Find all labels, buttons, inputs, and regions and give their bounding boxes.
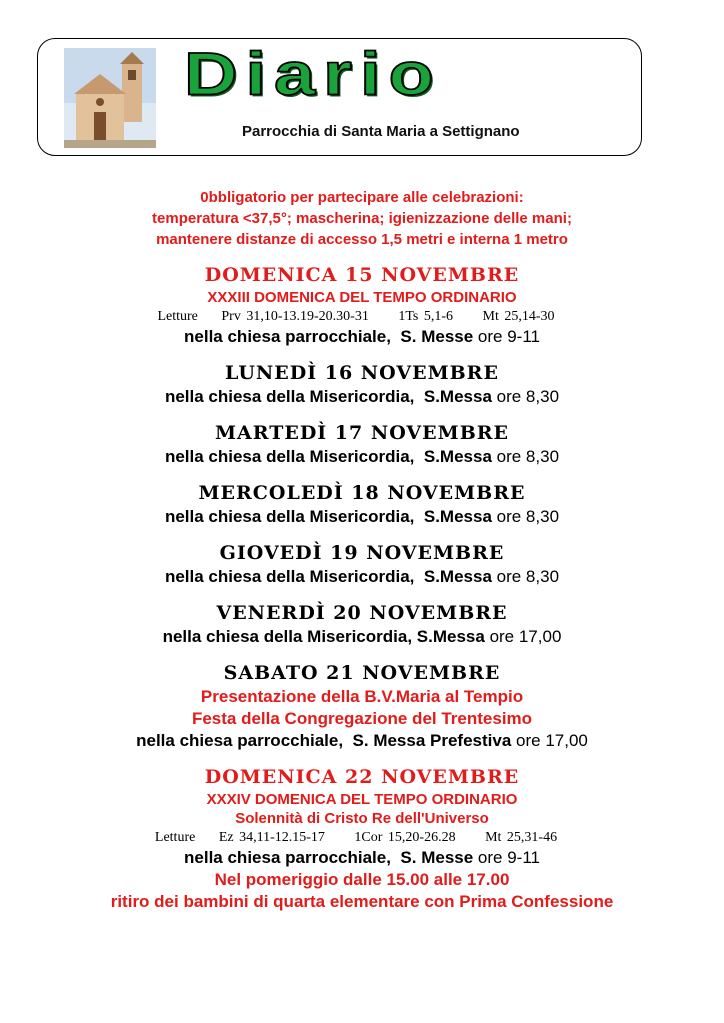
notice-line: 0bbligatorio per partecipare alle celebrazioni:	[200, 189, 524, 206]
mass-line	[0, 446, 724, 468]
day-entry	[0, 600, 724, 648]
retreat-note: ritiro dei bambini di quarta elementare con Prima Confessione	[110, 892, 614, 911]
mass-time: ore 9-11	[477, 327, 540, 346]
mass-type: S. Messe	[400, 327, 474, 346]
schedule	[0, 187, 724, 913]
reading: Ez 34,11-12.15-17	[218, 830, 325, 845]
day-title: VENERDÌ 20 NOVEMBRE	[216, 602, 508, 624]
readings	[0, 828, 724, 847]
mass-place: nella chiesa parrocchiale,	[184, 848, 391, 867]
mass-place: nella chiesa della Misericordia,	[164, 447, 415, 466]
mass-type: S.Messa	[423, 567, 492, 586]
feast-line: Presentazione della B.V.Maria al Tempio	[200, 687, 524, 706]
afternoon-note: Nel pomeriggio dalle 15.00 alle 17.00	[214, 870, 510, 889]
mass-type: S.Messa	[416, 627, 485, 646]
reading: 1Cor 15,20-26.28	[354, 830, 456, 845]
mass-place: nella chiesa parrocchiale,	[184, 327, 391, 346]
day-entry	[0, 360, 724, 408]
mass-type: S.Messa	[423, 447, 492, 466]
day-entry	[0, 262, 724, 348]
mass-type: S. Messa Prefestiva	[352, 731, 512, 750]
mass-line	[0, 847, 724, 869]
day-title: MARTEDÌ 17 NOVEMBRE	[214, 422, 510, 444]
mass-time: ore 9-11	[477, 848, 540, 867]
page-title: Diario	[184, 39, 442, 108]
day-entry	[0, 660, 724, 752]
mass-time: ore 17,00	[516, 731, 588, 750]
day-entry	[0, 540, 724, 588]
mass-line	[0, 730, 724, 752]
readings-label: Letture	[154, 830, 196, 845]
notice-line: mantenere distanze di accesso 1,5 metri e interna 1 metro	[156, 231, 568, 248]
mass-place: nella chiesa parrocchiale,	[136, 731, 344, 750]
day-title: LUNEDÌ 16 NOVEMBRE	[225, 362, 499, 384]
mass-type: S.Messa	[423, 387, 492, 406]
mass-time: ore 8,30	[496, 567, 560, 586]
reading: Prv 31,10-13.19-20.30-31	[221, 309, 369, 324]
day-title: MERCOLEDÌ 18 NOVEMBRE	[198, 482, 526, 504]
readings	[0, 307, 724, 326]
mass-time: ore 8,30	[496, 387, 560, 406]
mass-line	[0, 326, 724, 348]
church-illustration	[64, 48, 156, 148]
readings-label: Letture	[157, 309, 198, 324]
parish-name: Parrocchia di Santa Maria a Settignano	[242, 123, 520, 140]
mass-time: ore 17,00	[489, 627, 562, 646]
mass-time: ore 8,30	[496, 507, 560, 526]
covid-notice	[0, 187, 724, 250]
reading: Mt 25,31-46	[485, 830, 558, 845]
day-entry	[0, 480, 724, 528]
mass-place: nella chiesa della Misericordia,	[164, 507, 415, 526]
mass-place: nella chiesa della Misericordia,	[164, 567, 415, 586]
reading: Mt 25,14-30	[482, 309, 555, 324]
day-entry	[0, 420, 724, 468]
liturgy-title: XXXIII DOMENICA DEL TEMPO ORDINARIO	[207, 289, 517, 306]
mass-time: ore 8,30	[496, 447, 560, 466]
mass-type: S.Messa	[423, 507, 492, 526]
mass-line	[0, 626, 724, 648]
day-title: DOMENICA 15 NOVEMBRE	[204, 264, 520, 286]
header-box	[37, 38, 642, 156]
mass-place: nella chiesa della Misericordia,	[162, 627, 413, 646]
mass-line	[0, 386, 724, 408]
feast-line: Festa della Congregazione del Trentesimo	[191, 709, 533, 728]
day-title: DOMENICA 22 NOVEMBRE	[204, 766, 520, 788]
reading: 1Ts 5,1-6	[398, 309, 454, 324]
mass-line	[0, 506, 724, 528]
mass-type: S. Messe	[400, 848, 474, 867]
liturgy-title: XXXIV DOMENICA DEL TEMPO ORDINARIO	[206, 791, 518, 808]
notice-line: temperatura <37,5°; mascherina; igienizzazione delle mani;	[152, 210, 572, 227]
mass-line	[0, 566, 724, 588]
liturgy-subtitle: Solennità di Cristo Re dell'Universo	[235, 810, 489, 827]
day-title: SABATO 21 NOVEMBRE	[223, 662, 501, 684]
mass-place: nella chiesa della Misericordia,	[164, 387, 415, 406]
day-title: GIOVEDÌ 19 NOVEMBRE	[219, 542, 505, 564]
day-entry	[0, 764, 724, 913]
